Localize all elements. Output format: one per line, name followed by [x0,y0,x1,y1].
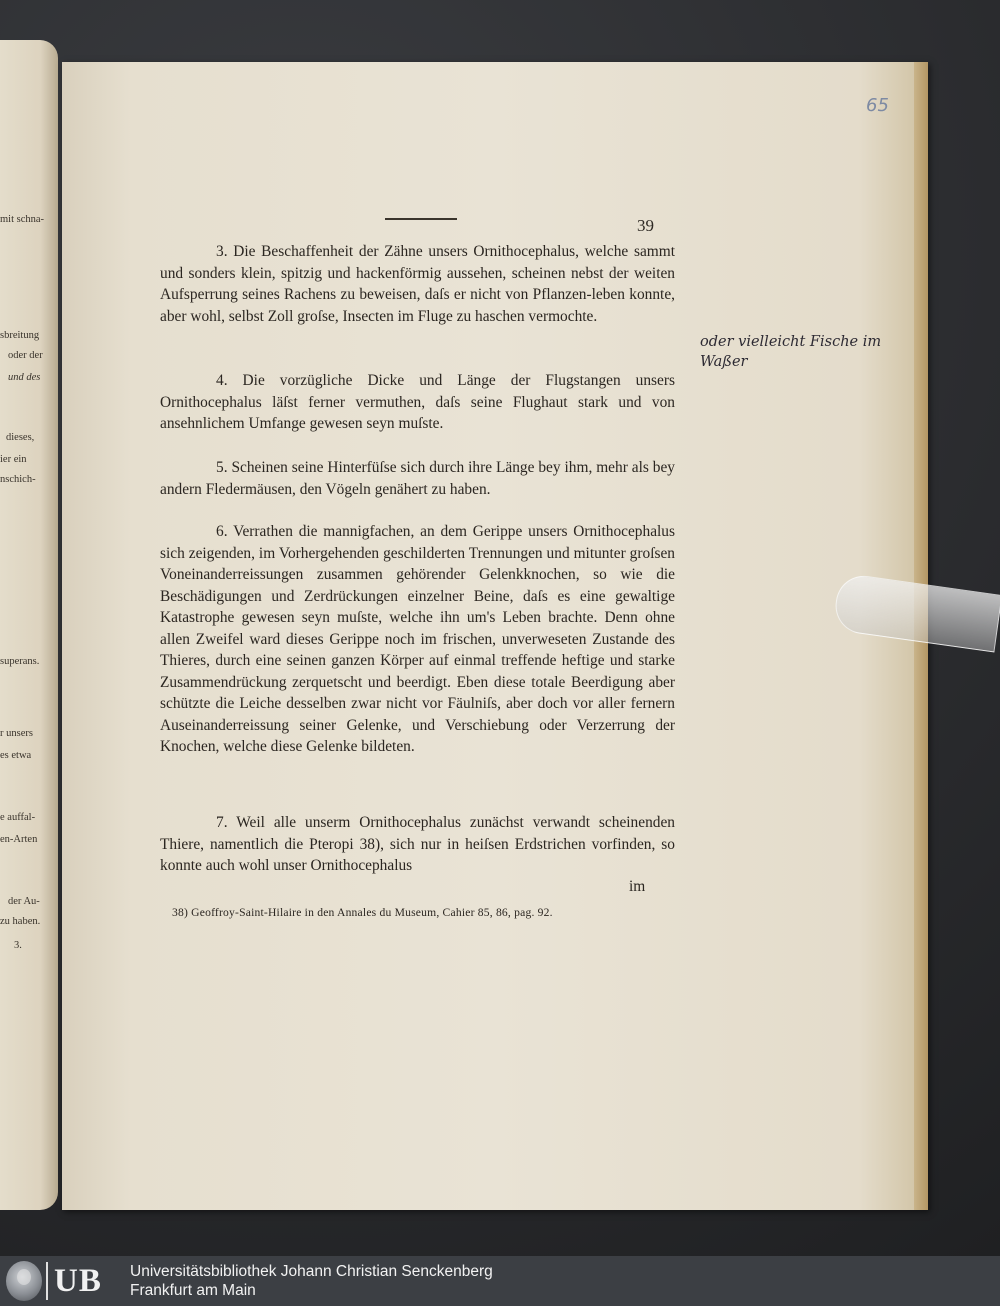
paragraph-7: 7. Weil alle unserm Ornithocephalus zunächst verwandt scheinenden Thiere, namentlich die Pteropi 38), sich nur in heiſsen Erdstrichen vorfinden, so konnte auch wohl unser Ornithocephalus [160,814,675,874]
left-fragment: e auffal- [0,812,36,823]
left-fragment: nschich- [0,474,36,485]
footnote: 38) Geoffroy-Saint-Hilaire in den Annales du Museum, Cahier 85, 86, pag. 92. [172,906,553,919]
paragraph-3: 3. Die Beschaffenheit der Zähne unsers Ornithocephalus, welche sammt und sonders klein, spitzig und hackenförmig aussehen, scheinen nebst der weiten Aufsperrung seines Rachens zu beweisen, daſs er nicht von Pflanzen-leben konnte, aber wohl, selbst Zoll groſse, Insecten im Fluge zu haschen vermochte. [160,243,675,325]
header-rule [385,218,457,220]
left-fragment: und des [8,372,41,383]
left-fragment: dieses, [6,432,35,443]
left-fragment: en-Arten [0,834,38,845]
left-fragment: 3. [14,940,22,951]
paragraph-6: 6. Verrathen die mannigfachen, an dem Gerippe unsers Ornithocephalus sich zeigenden, im Vorhergehenden geschilderten Trennungen und mitunter groſsen Voneinanderreissungen zusammen gehörender Gelenkknochen, so wie die Beschädigungen und Zerdrückungen einzelner Beine, daſs es eine gewaltige Katastrophe gewesen seyn muſste, welche ihn um's Leben brachte. Denn ohne allen Zweifel ward dieses Gerippe noch im frischen, unverweseten Zustande des Thieres, durch eine seinen ganzen Körper auf einmal treffende heftige und starke Zusammendrückung zerquetscht und beerdigt. Eben diese totale Beerdigung aber schützte die Leiche desselben zwar nicht vor Fäulniſs, aber doch vor aller fernern Auseinanderreissung seiner Gelenke, und Verschiebung oder Verzerrung der Knochen, welche diese Gelenke bildeten. [160,523,675,755]
logo-text: UB [46,1262,102,1300]
left-fragment: der Au- [8,896,40,907]
left-fragment: oder der [8,350,43,361]
footer-line-2: Frankfurt am Main [130,1282,256,1299]
left-fragment: r unsers [0,728,33,739]
footer-line-1: Universitätsbibliothek Johann Christian Senckenberg [130,1263,493,1280]
portrait-icon [6,1261,42,1301]
paragraph-4: 4. Die vorzügliche Dicke und Länge der Flugstangen unsers Ornithocephalus läſst ferner vermuthen, daſs seine Flughaut stark und von ansehnlichem Umfange gewesen seyn muſste. [160,372,675,432]
paragraph-5: 5. Scheinen seine Hinterfüſse sich durch ihre Länge bey ihm, mehr als bey andern Fledermäusen, den Vögeln genähert zu haben. [160,459,675,498]
handwritten-note: oder vielleicht Fische im Waßer [700,334,882,370]
left-fragment: ier ein [0,454,27,465]
folio-number: 65 [866,95,889,116]
left-fragment: sbreitung [0,330,40,341]
footer-text [130,1262,493,1300]
page-number: 39 [637,216,654,235]
left-page [0,40,58,1210]
left-fragment: zu haben. [0,916,41,927]
left-fragment: es etwa [0,750,32,761]
library-logo [6,1259,124,1303]
left-fragment: mit schna- [0,214,45,225]
catchword: im [629,878,646,895]
left-fragment: superans. [0,656,40,667]
footer-bar [0,1256,1000,1306]
